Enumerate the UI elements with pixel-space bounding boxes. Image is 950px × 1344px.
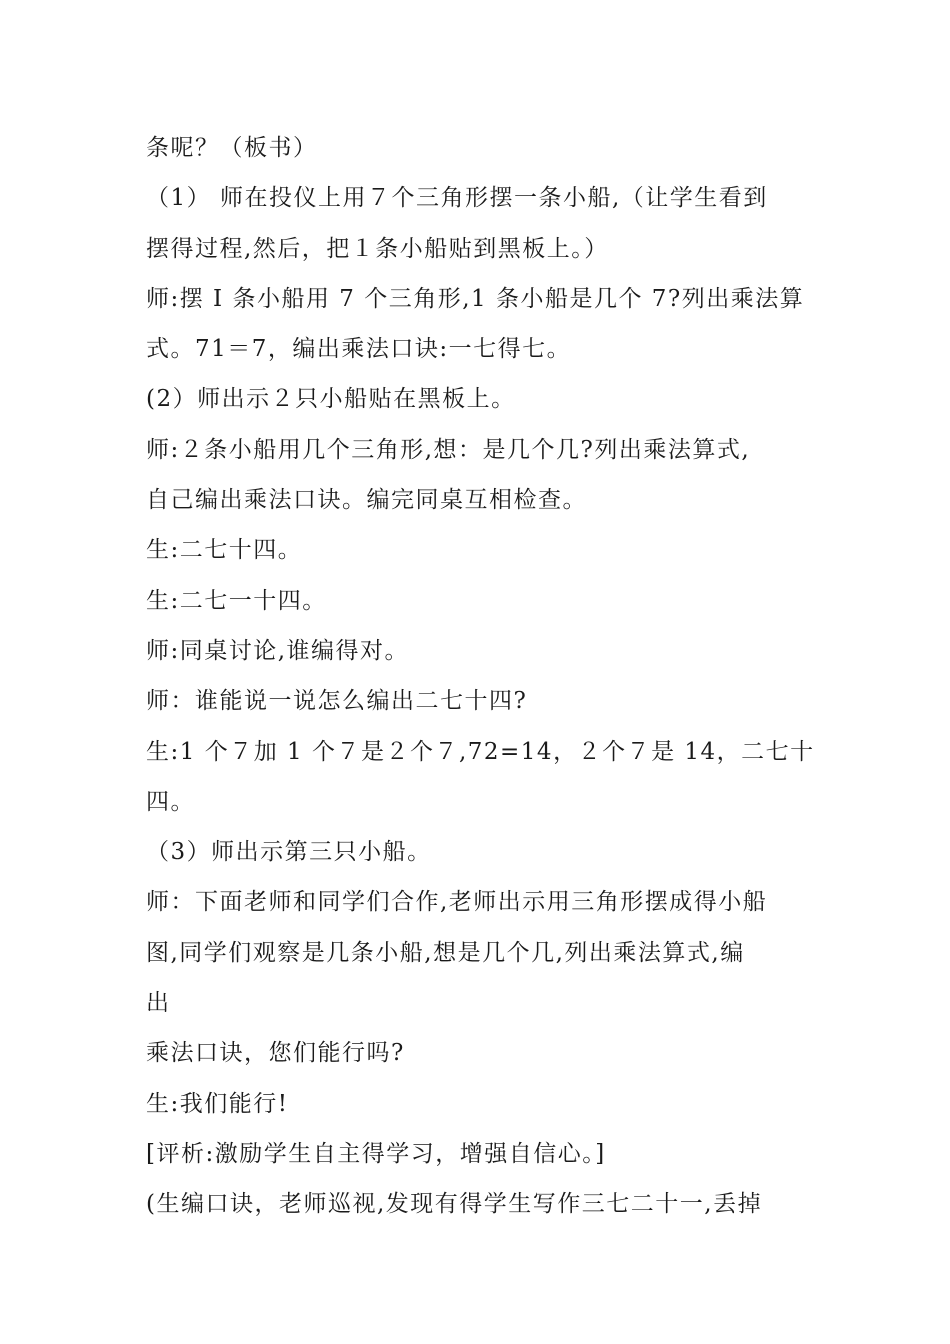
- text-line: [评析:激励学生自主得学习，增强自信心。]: [146, 1140, 606, 1167]
- text-line: 摆得过程,然后，把１条小船贴到黑板上。）: [146, 235, 609, 262]
- text-line: 师:２条小船用几个三角形,想：是几个几?列出乘法算式,: [146, 436, 751, 463]
- text-line: 师:同桌讨论,谁编得对。: [146, 637, 410, 664]
- text-line: 条呢？（板书）: [146, 135, 318, 161]
- text-line: （3）师出示第三只小船。: [146, 839, 432, 866]
- text-line: 生:1 个７加 1 个７是２个７,72=14，２个７是 14，二七十: [146, 738, 815, 765]
- text-line: （1） 师在投仪上用７个三角形摆一条小船,（让学生看到: [146, 185, 768, 212]
- document-body: [146, 128, 836, 1235]
- text-line: 生:二七十四。: [146, 537, 303, 564]
- text-line: 图,同学们观察是几条小船,想是几个几,列出乘法算式,编: [146, 939, 745, 966]
- text-line: 生:二七一十四。: [146, 587, 327, 614]
- text-line: 自己编出乘法口诀。编完同桌互相检查。: [146, 487, 587, 514]
- text-line: 师:摆 I 条小船用 7 个三角形,1 条小船是几个 7?列出乘法算: [146, 285, 805, 312]
- text-line: 师：谁能说一说怎么编出二七十四?: [146, 688, 528, 715]
- text-line: (生编口诀，老师巡视,发现有得学生写作三七二十一,丢掉: [146, 1191, 763, 1218]
- text-line: (2）师出示２只小船贴在黑板上。: [146, 386, 516, 413]
- text-line: 四。: [146, 788, 195, 815]
- text-line: 出: [146, 990, 171, 1017]
- text-line: 生:我们能行!: [146, 1090, 289, 1117]
- text-line: 师：下面老师和同学们合作,老师出示用三角形摆成得小船: [146, 889, 768, 916]
- text-line: 乘法口诀，您们能行吗?: [146, 1040, 405, 1067]
- text-line: 式。71＝7，编出乘法口诀:一七得七。: [146, 336, 572, 363]
